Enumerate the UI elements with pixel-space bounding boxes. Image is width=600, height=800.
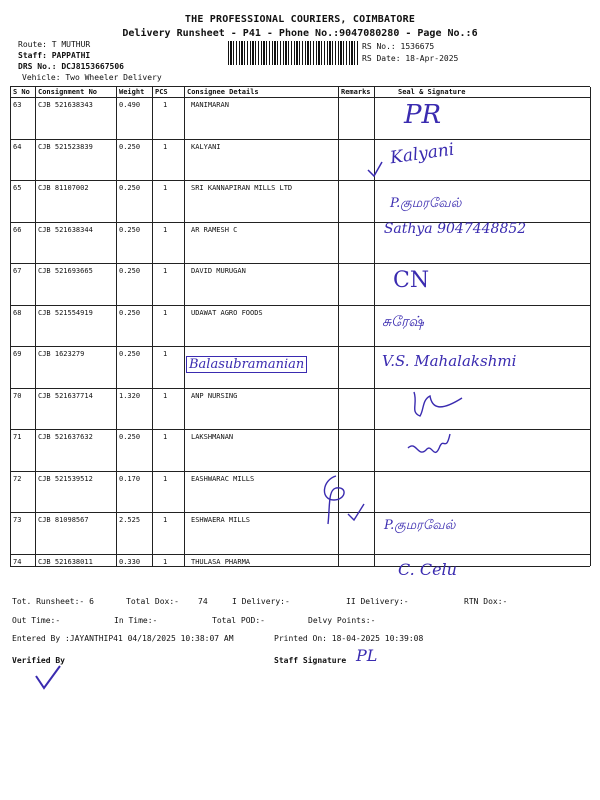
total-dox-value: 74 bbox=[198, 597, 208, 606]
tick-mark bbox=[366, 160, 386, 180]
in-time: In Time:- bbox=[114, 616, 158, 625]
signature-row-67: CN bbox=[393, 268, 430, 293]
col-divider bbox=[35, 87, 36, 566]
cell-weight: 1.320 bbox=[119, 392, 141, 400]
cell-weight: 0.250 bbox=[119, 267, 141, 275]
signature-row-63: PR bbox=[404, 100, 442, 130]
verified-check-mark bbox=[34, 664, 64, 694]
cell-weight: 0.250 bbox=[119, 309, 141, 317]
row-divider bbox=[10, 263, 590, 264]
i-delivery: I Delivery:- bbox=[232, 597, 290, 606]
rs-number: RS No.: 1536675 bbox=[362, 42, 435, 51]
cell-sno: 71 bbox=[13, 433, 22, 441]
cell-consignment: CJB 521539512 bbox=[38, 475, 93, 483]
cell-sno: 63 bbox=[13, 101, 22, 109]
cell-pcs: 1 bbox=[163, 226, 168, 234]
column-header: Seal & Signature bbox=[398, 88, 466, 96]
cell-consignment: CJB 521523839 bbox=[38, 143, 93, 151]
column-header: Weight bbox=[119, 88, 145, 96]
total-pod: Total POD:- bbox=[212, 616, 265, 625]
row-divider bbox=[10, 471, 590, 472]
row-divider bbox=[10, 139, 590, 140]
cell-consignment: CJB 81098567 bbox=[38, 516, 89, 524]
cell-consignee: SRI KANNAPIRAN MILLS LTD bbox=[191, 184, 293, 192]
rtn-dox: RTN Dox:- bbox=[464, 597, 508, 606]
cell-consignment: CJB 521554919 bbox=[38, 309, 93, 317]
row-divider bbox=[10, 346, 590, 347]
cell-consignment: CJB 521638344 bbox=[38, 226, 93, 234]
staff-signature-label: Staff Signature bbox=[274, 656, 347, 665]
cell-sno: 64 bbox=[13, 143, 22, 151]
cell-consignee: AR RAMESH C bbox=[191, 226, 238, 234]
cell-pcs: 1 bbox=[163, 184, 168, 192]
row-divider bbox=[10, 305, 590, 306]
drs-number: DRS No.: DCJ8153667506 bbox=[18, 62, 124, 71]
cell-weight: 0.170 bbox=[119, 475, 141, 483]
cell-consignment: CJB 81107002 bbox=[38, 184, 89, 192]
cell-pcs: 1 bbox=[163, 101, 168, 109]
cell-consignee: KALYANI bbox=[191, 143, 221, 151]
rs-date: RS Date: 18-Apr-2025 bbox=[362, 54, 459, 63]
total-runsheet: Tot. Runsheet:- 6 bbox=[12, 597, 94, 606]
out-time: Out Time:- bbox=[12, 616, 61, 625]
cell-weight: 0.250 bbox=[119, 350, 141, 358]
cell-weight: 2.525 bbox=[119, 516, 141, 524]
signature-row-64: Kalyani bbox=[388, 139, 456, 169]
table-header-border bbox=[10, 97, 590, 98]
col-divider bbox=[152, 87, 153, 566]
signature-row-74: C. Celu bbox=[398, 560, 457, 579]
ii-delivery: II Delivery:- bbox=[346, 597, 409, 606]
cell-pcs: 1 bbox=[163, 309, 168, 317]
column-header: S No bbox=[13, 88, 30, 96]
entered-by: Entered By :JAYANTHIP41 04/18/2025 10:38:07 AM bbox=[12, 634, 234, 643]
cell-consignment: CJB 521638343 bbox=[38, 101, 93, 109]
cell-consignee: EASHWARAC MILLS bbox=[191, 475, 255, 483]
cell-weight: 0.250 bbox=[119, 226, 141, 234]
cell-sno: 66 bbox=[13, 226, 22, 234]
cell-consignee: MANIMARAN bbox=[191, 101, 229, 109]
handwritten-consignee-69: Balasubramanian bbox=[186, 356, 307, 373]
row-divider bbox=[10, 554, 590, 555]
cell-sno: 65 bbox=[13, 184, 22, 192]
vehicle-label: Vehicle: Two Wheeler Delivery bbox=[22, 73, 162, 82]
cell-consignment: CJB 1623279 bbox=[38, 350, 85, 358]
column-header: Consignee Details bbox=[187, 88, 259, 96]
cell-weight: 0.250 bbox=[119, 433, 141, 441]
cell-pcs: 1 bbox=[163, 143, 168, 151]
table-bottom-border bbox=[10, 566, 590, 567]
cell-consignee: THULASA PHARMA bbox=[191, 558, 251, 566]
staff-label: Staff: PAPPATHI bbox=[18, 51, 91, 60]
cell-sno: 70 bbox=[13, 392, 22, 400]
route-label: Route: T MUTHUR bbox=[18, 40, 91, 49]
cell-consignee: DAVID MURUGAN bbox=[191, 267, 246, 275]
cell-sno: 67 bbox=[13, 267, 22, 275]
cell-weight: 0.250 bbox=[119, 184, 141, 192]
row-divider bbox=[10, 180, 590, 181]
cell-sno: 74 bbox=[13, 558, 22, 566]
signature-row-69: V.S. Mahalakshmi bbox=[382, 352, 517, 370]
cell-pcs: 1 bbox=[163, 558, 168, 566]
cell-pcs: 1 bbox=[163, 392, 168, 400]
signature-scribble bbox=[404, 432, 454, 466]
column-header: PCS bbox=[155, 88, 168, 96]
cell-pcs: 1 bbox=[163, 433, 168, 441]
total-dox-label: Total Dox:- bbox=[126, 597, 179, 606]
delvy-points: Delvy Points:- bbox=[308, 616, 376, 625]
signature-row-65: P.குமரவேல் bbox=[390, 196, 462, 211]
cell-sno: 73 bbox=[13, 516, 22, 524]
col-divider bbox=[590, 87, 591, 566]
verified-by: Verified By bbox=[12, 656, 65, 665]
cell-weight: 0.250 bbox=[119, 143, 141, 151]
column-header: Remarks bbox=[341, 88, 371, 96]
signature-scribble bbox=[308, 470, 368, 530]
printed-on: Printed On: 18-04-2025 10:39:08 bbox=[274, 634, 424, 643]
cell-consignment: CJB 521638011 bbox=[38, 558, 93, 566]
cell-consignment: CJB 521637632 bbox=[38, 433, 93, 441]
cell-weight: 0.490 bbox=[119, 101, 141, 109]
cell-consignment: CJB 521693665 bbox=[38, 267, 93, 275]
cell-pcs: 1 bbox=[163, 475, 168, 483]
row-divider bbox=[10, 429, 590, 430]
cell-sno: 72 bbox=[13, 475, 22, 483]
cell-pcs: 1 bbox=[163, 350, 168, 358]
table-top-border bbox=[10, 86, 590, 87]
column-header: Consignment No bbox=[38, 88, 98, 96]
col-divider bbox=[374, 87, 375, 566]
col-divider bbox=[10, 87, 11, 566]
cell-consignment: CJB 521637714 bbox=[38, 392, 93, 400]
signature-row-73: P.குமரவேல் bbox=[384, 518, 456, 533]
cell-consignee: UDAWAT AGRO FOODS bbox=[191, 309, 263, 317]
col-divider bbox=[184, 87, 185, 566]
page-subtitle: Delivery Runsheet - P41 - Phone No.:9047080280 - Page No.:6 bbox=[122, 28, 478, 39]
staff-signature-mark: PL bbox=[356, 646, 378, 665]
page-title: THE PROFESSIONAL COURIERS, COIMBATORE bbox=[184, 14, 416, 25]
cell-consignee: ANP NURSING bbox=[191, 392, 238, 400]
cell-pcs: 1 bbox=[163, 516, 168, 524]
signature-row-68: சுரேஷ் bbox=[382, 314, 424, 330]
col-divider bbox=[116, 87, 117, 566]
row-divider bbox=[10, 388, 590, 389]
cell-pcs: 1 bbox=[163, 267, 168, 275]
cell-weight: 0.330 bbox=[119, 558, 141, 566]
cell-sno: 68 bbox=[13, 309, 22, 317]
cell-consignee: ESHWAERA MILLS bbox=[191, 516, 251, 524]
row-divider bbox=[10, 512, 590, 513]
cell-consignee: LAKSHMANAN bbox=[191, 433, 234, 441]
barcode bbox=[228, 41, 358, 65]
signature-scribble bbox=[400, 386, 470, 426]
signature-row-66: Sathya 9047448852 bbox=[383, 221, 527, 237]
cell-sno: 69 bbox=[13, 350, 22, 358]
